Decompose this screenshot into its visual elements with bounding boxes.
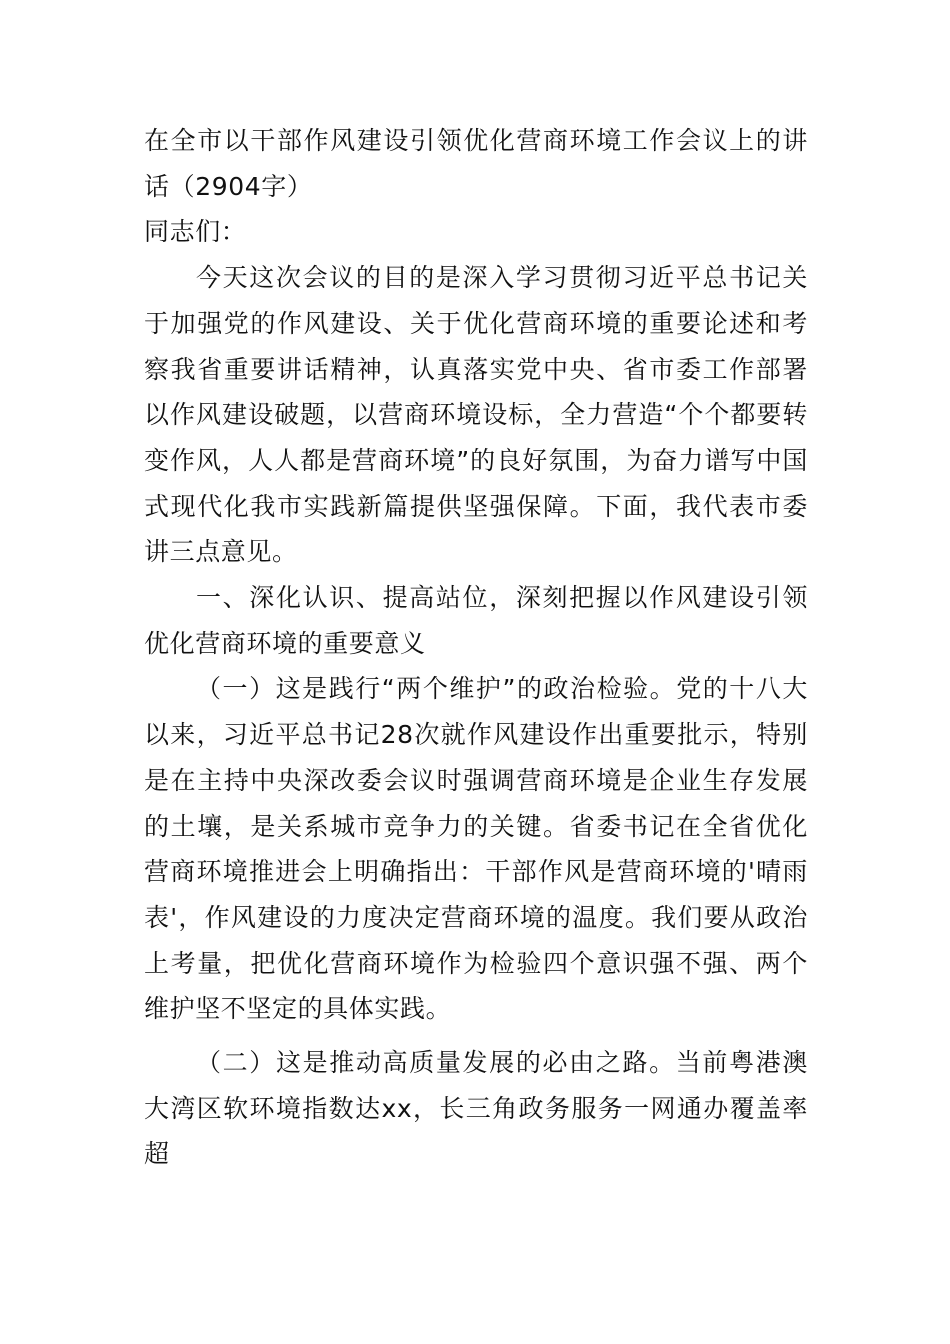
document-title: 在全市以干部作风建设引领优化营商环境工作会议上的讲话（2904字） bbox=[144, 126, 808, 201]
paragraph-point-1: （一）这是践行“两个维护”的政治检验。党的十八大以来，习近平总书记28次就作风建设作出重要批示，特别是在主持中央深改委会议时强调营商环境是企业生存发展的土壤，是关系城市竞争力的关键。省委书记在全省优化营商环境推进会上明确指出：干部作风是营商环境的'晴雨表'，作风建设的力度决定营商环境的温度。我们要从政治上考量，把优化营商环境作为检验四个意识强不强、两个维护坚不坚定的具体实践。 bbox=[144, 674, 808, 1024]
paragraph-intro: 今天这次会议的目的是深入学习贯彻习近平总书记关于加强党的作风建设、关于优化营商环境的重要论述和考察我省重要讲话精神，认真落实党中央、省市委工作部署以作风建设破题，以营商环境设标，全力营造“个个都要转变作风，人人都是营商环境”的良好氛围，为奋力谱写中国式现代化我市实践新篇提供坚强保障。下面，我代表市委讲三点意见。 bbox=[144, 263, 808, 567]
salutation: 同志们： bbox=[144, 217, 247, 247]
paragraph-point-2: （二）这是推动高质量发展的必由之路。当前粤港澳大湾区软环境指数达xx，长三角政务服务一网通办覆盖率超 bbox=[144, 1048, 808, 1169]
document-page bbox=[144, 118, 808, 1177]
section-heading-1: 一、深化认识、提高站位，深刻把握以作风建设引领优化营商环境的重要意义 bbox=[144, 583, 808, 658]
